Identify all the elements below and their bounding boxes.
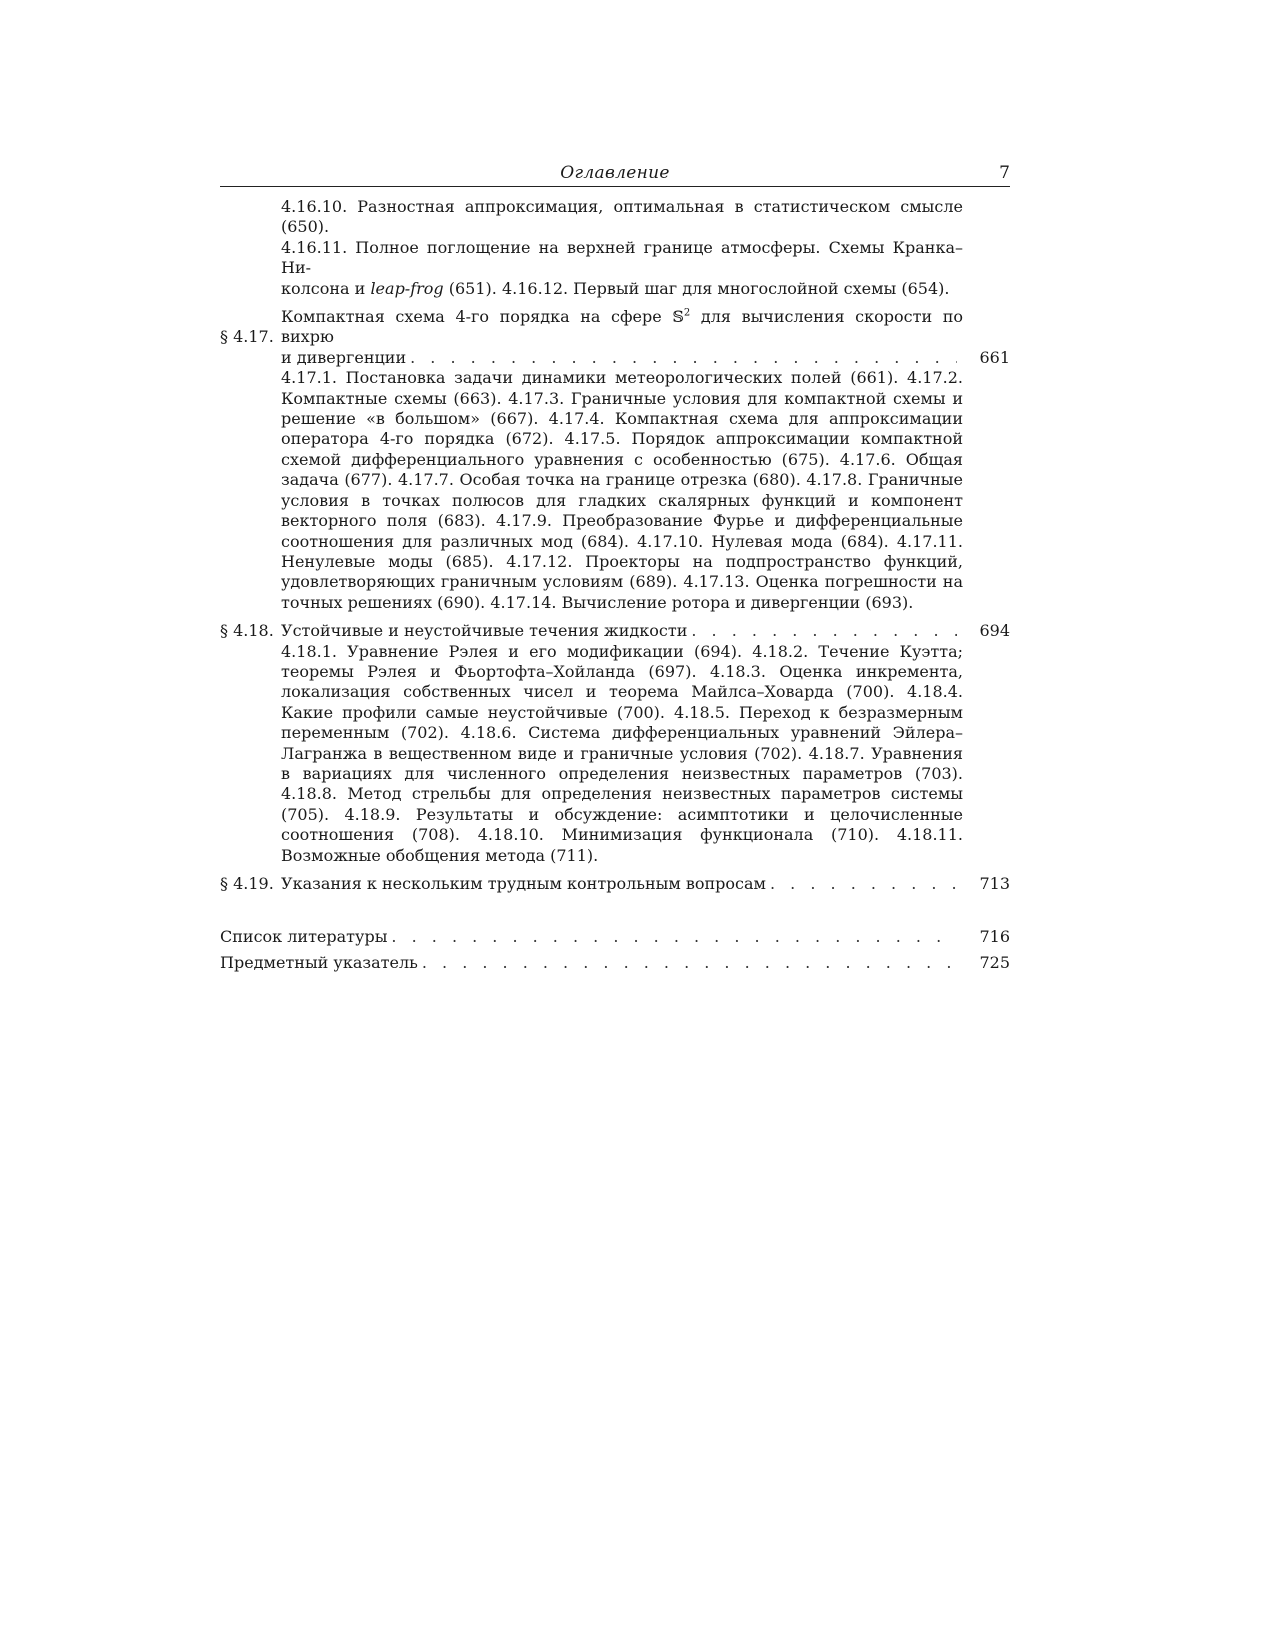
leap-frog-term: leap-frog bbox=[370, 278, 444, 298]
toc-subentry-text: колсона и bbox=[281, 278, 371, 298]
section-subentries: 4.18.1. Уравнение Рэлея и его модификации (694). 4.18.2. Течение Куэтта; теоремы Рэлея и Фьортофта–Хойланда (697). 4.18.3. Оценка инкремента, локализация собственных чисел и теорема Майлса–Ховарда (700). 4.18.4. Какие профили самые неустойчивые (700). 4.18.5. Переход к безразмерным переменным (702). 4.18.6. Система дифференциальных уравнений Эйлера–Лагранжа в вещественном виде и граничные условия (702). 4.18.7. Уравнения в вариациях для численного определения неизвестных параметров (703). 4.18.8. Метод стрельбы для определения неизвестных параметров системы (705). 4.18.9. Результаты и обсуждение: асимптотики и целочисленные соотношения (708). 4.18.10. Минимизация функционала (710). 4.18.11. Возможные обобщения метода (711). bbox=[281, 641, 963, 865]
section-page: 661 bbox=[979, 347, 1010, 367]
entry-page: 716 bbox=[979, 927, 1010, 947]
leader-dots bbox=[422, 950, 957, 976]
section-title: Указания к нескольким трудным контрольным вопросам bbox=[281, 874, 766, 893]
header-title: Оглавление bbox=[560, 163, 670, 183]
toc-section-4-17 bbox=[220, 307, 1010, 613]
leader-dots bbox=[691, 621, 957, 641]
toc-subentry-text: (651). 4.16.12. Первый шаг для многослойной схемы (654). bbox=[443, 278, 950, 298]
leader-dots bbox=[391, 924, 957, 950]
section-title: Устойчивые и неустойчивые течения жидкости bbox=[281, 621, 688, 641]
entry-label: Предметный указатель bbox=[220, 953, 418, 973]
toc-section-4-18 bbox=[220, 621, 1010, 866]
page-number: 7 bbox=[999, 163, 1010, 183]
entry-page: 725 bbox=[979, 953, 1010, 973]
section-title-cont: и дивергенции bbox=[281, 347, 407, 367]
section-title: Компактная схема 4-го порядка на сфере 𝕊$^2$ для вычисления скорости по вихрю bbox=[281, 307, 964, 347]
section-page: 713 bbox=[979, 874, 1010, 893]
section-4-16-continuation bbox=[281, 197, 963, 299]
running-header bbox=[220, 160, 1010, 187]
toc-subentry-text: 4.16.10. Разностная аппроксимация, оптимальная в статистическом смысле (650). bbox=[281, 197, 963, 237]
leader-dots bbox=[770, 874, 957, 894]
section-number: § 4.18. bbox=[220, 621, 274, 641]
toc-section-4-19 bbox=[220, 874, 1010, 894]
leader-dots bbox=[410, 348, 957, 368]
toc-subentry-text: 4.16.11. Полное поглощение на верхней границе атмосферы. Схемы Кранка–Ни- bbox=[281, 237, 963, 278]
section-number: § 4.17. bbox=[220, 327, 274, 347]
toc-entry-bibliography bbox=[220, 924, 1010, 950]
section-number: § 4.19. bbox=[220, 874, 274, 893]
toc-entry-index bbox=[220, 950, 1010, 976]
entry-label: Список литературы bbox=[220, 927, 388, 947]
section-page: 694 bbox=[979, 621, 1010, 641]
section-subentries: 4.17.1. Постановка задачи динамики метеорологических полей (661). 4.17.2. Компактные схемы (663). 4.17.3. Граничные условия для компактной схемы и решение «в большом» (667). 4.17.4. Компактная схема для аппроксимации оператора 4-го порядка (672). 4.17.5. Порядок аппроксимации компактной схемой дифференциального уравнения с особенностью (675). 4.17.6. Общая задача (677). 4.17.7. Особая точка на границе отрезка (680). 4.17.8. Граничные условия в точках полюсов для гладких скалярных функций и компонент векторного поля (683). 4.17.9. Преобразование Фурье и дифференциальные соотношения для различных мод (684). 4.17.10. Нулевая мода (684). 4.17.11. Ненулевые моды (685). 4.17.12. Проекторы на подпространство функций, удовлетворяющих граничным условиям (689). 4.17.13. Оценка погрешности на точных решениях (690). 4.17.14. Вычисление ротора и дивергенции (693). bbox=[281, 368, 963, 612]
toc-page bbox=[220, 160, 1010, 976]
back-matter bbox=[220, 924, 1010, 976]
